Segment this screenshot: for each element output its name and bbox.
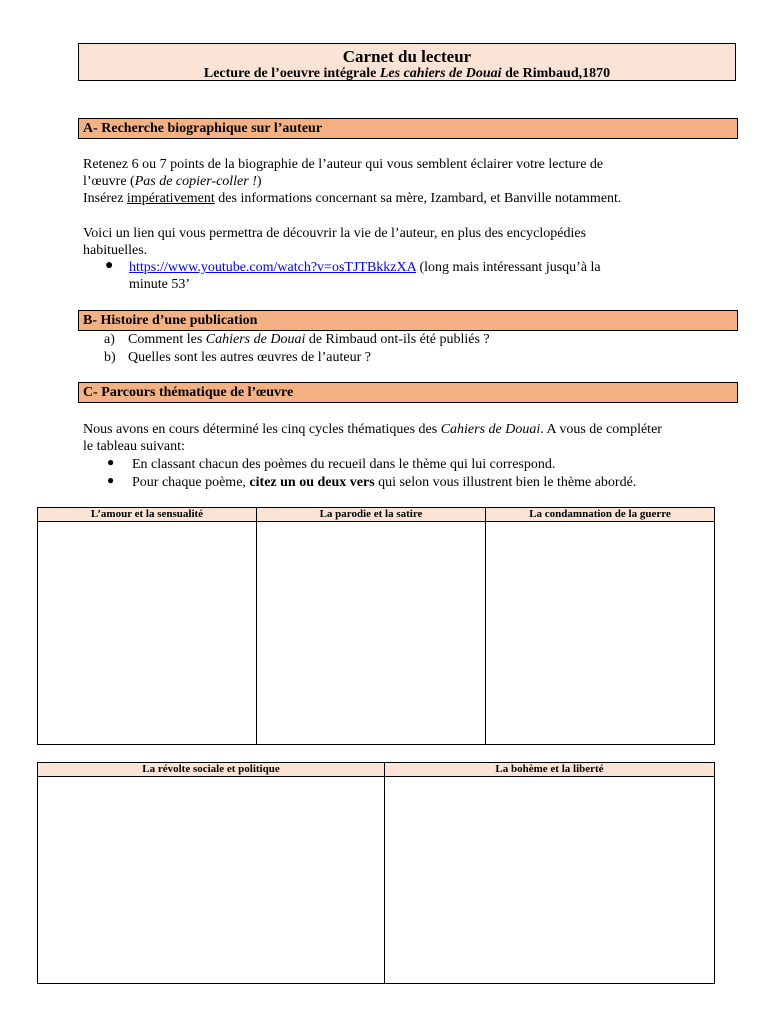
- section-b-heading: B- Histoire d’une publication: [78, 310, 738, 331]
- youtube-link[interactable]: https://www.youtube.com/watch?v=osTJTBkkzXA: [129, 260, 416, 275]
- document-title-box: [78, 43, 736, 81]
- table-header-parody: La parodie et la satire: [257, 508, 486, 522]
- section-c-intro: Nous avons en cours déterminé les cinq cycles thématiques des Cahiers de Douai. A vous de compléter le tableau suivant:: [83, 422, 662, 454]
- table-header-love: L’amour et la sensualité: [38, 508, 257, 522]
- section-a-instructions: Retenez 6 ou 7 points de la biographie de l’auteur qui vous semblent éclairer votre lecture de l’œuvre (Pas de copier-coller !) Insérez impérativement des informations concernant sa mère, Izambard, et Banville notamment.: [83, 157, 622, 206]
- table-cell-revolt[interactable]: [38, 777, 385, 984]
- section-a-link-intro: Voici un lien qui vous permettra de découvrir la vie de l’auteur, en plus des encyclopédies habituelles.: [83, 226, 587, 258]
- themes-table-2: [37, 762, 715, 984]
- table-cell-love[interactable]: [38, 522, 257, 745]
- table-cell-parody[interactable]: [257, 522, 486, 745]
- table-cell-boheme[interactable]: [385, 777, 715, 984]
- section-c-heading: C- Parcours thématique de l’œuvre: [78, 382, 738, 403]
- document-subtitle: Lecture de l’oeuvre intégrale Les cahiers de Douai de Rimbaud,1870: [203, 66, 611, 81]
- section-a-link-item: https://www.youtube.com/watch?v=osTJTBkkzXA (long mais intéressant jusqu’à la minute 53’: [129, 260, 601, 292]
- table-header-boheme: La bohème et la liberté: [385, 763, 715, 777]
- list-item-a: a) Comment les Cahiers de Douai de Rimbaud ont-ils été publiés ?: [104, 332, 490, 347]
- table-header-war: La condamnation de la guerre: [486, 508, 715, 522]
- bullet-dot-icon: ●: [107, 473, 115, 487]
- section-c-bullet-1: En classant chacun des poèmes du recueil dans le thème qui lui correspond.: [132, 457, 556, 472]
- list-item-b: b) Quelles sont les autres œuvres de l’auteur ?: [104, 350, 371, 365]
- bullet-dot-icon: ●: [107, 455, 115, 469]
- bullet-dot-icon: ●: [105, 258, 114, 273]
- table-header-revolt: La révolte sociale et politique: [38, 763, 385, 777]
- document-title: Carnet du lecteur: [342, 47, 472, 66]
- section-a-heading: A- Recherche biographique sur l’auteur: [78, 118, 738, 139]
- table-cell-war[interactable]: [486, 522, 715, 745]
- section-c-bullet-2: Pour chaque poème, citez un ou deux vers qui selon vous illustrent bien le thème abordé.: [132, 475, 637, 490]
- themes-table-1: [37, 507, 715, 745]
